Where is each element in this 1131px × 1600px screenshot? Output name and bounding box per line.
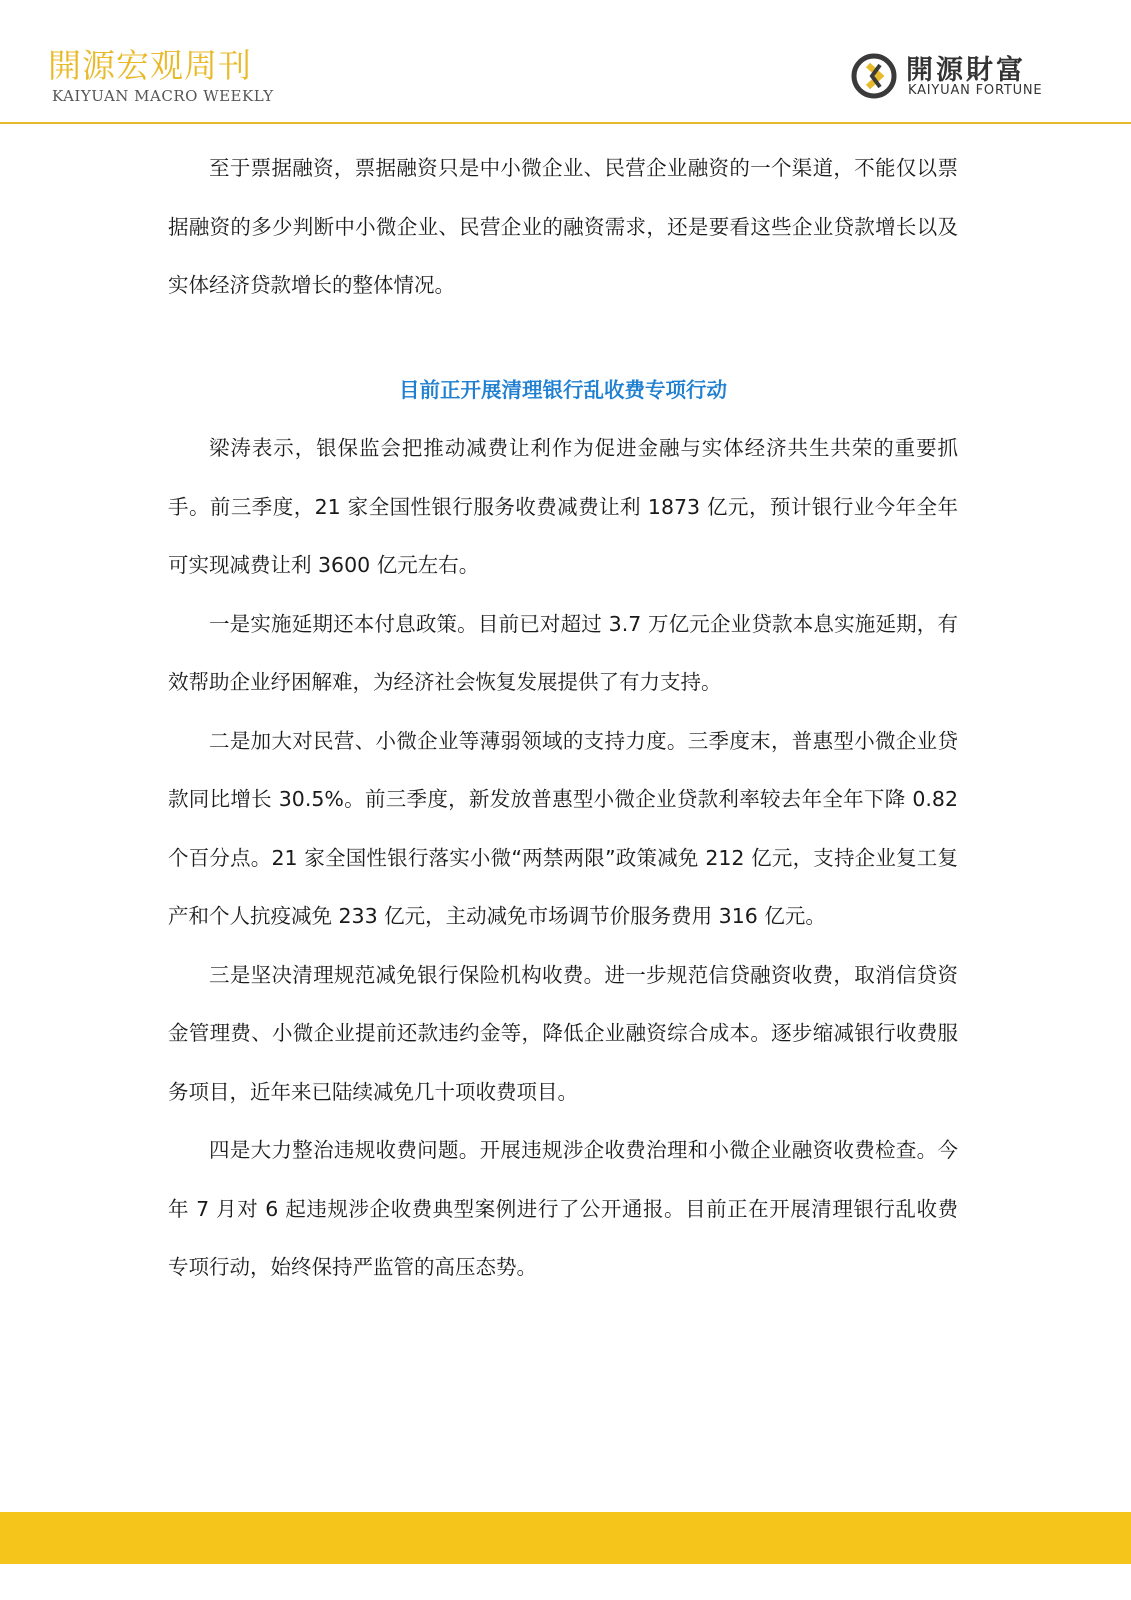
brand-logo-block — [850, 50, 1070, 106]
publication-subtitle: KAIYUAN MACRO WEEKLY — [52, 87, 274, 105]
body-paragraph-4: 三是坚决清理规范减免银行保险机构收费。进一步规范信贷融资收费，取消信贷资金管理费、小微企业提前还款违约金等，降低企业融资综合成本。逐步缩减银行收费服务项目，近年来已陆续减免几十项收费项目。 — [168, 962, 958, 1104]
page-header — [0, 0, 1131, 124]
brand-name-en: KAIYUAN FORTUNE — [908, 83, 1043, 98]
publication-title: 開源宏观周刊 — [48, 46, 252, 85]
header-divider — [0, 122, 1131, 124]
kaiyuan-logo-icon — [850, 52, 898, 100]
body-paragraph-1: 梁涛表示，银保监会把推动减费让利作为促进金融与实体经济共生共荣的重要抓手。前三季度，21 家全国性银行服务收费减费让利 1873 亿元，预计银行业今年全年可实现减费让利 3600 亿元左右。 — [168, 436, 958, 577]
body-paragraph-3: 二是加大对民营、小微企业等薄弱领域的支持力度。三季度末，普惠型小微企业贷款同比增长 30.5%。前三季度，新发放普惠型小微企业贷款利率较去年全年下降 0.82 个百分点。21 家全国性银行落实小微“两禁两限”政策减免 212 亿元，支持企业复工复产和个人抗疫减免 233 亿元，主动减免市场调节价服务费用 316 亿元。 — [168, 728, 958, 928]
article-body — [168, 139, 958, 1297]
section-heading: 目前正开展清理银行乱收费专项行动 — [399, 377, 727, 402]
brand-name-cn: 開源財富 — [906, 55, 1026, 86]
intro-paragraph: 至于票据融资，票据融资只是中小微企业、民营企业融资的一个渠道，不能仅以票据融资的多少判断中小微企业、民营企业的融资需求，还是要看这些企业贷款增长以及实体经济贷款增长的整体情况。 — [168, 156, 958, 297]
body-paragraph-5: 四是大力整治违规收费问题。开展违规涉企收费治理和小微企业融资收费检查。今年 7 月对 6 起违规涉企收费典型案例进行了公开通报。目前正在开展清理银行乱收费专项行动，始终保持严监管的高压态势。 — [168, 1138, 958, 1279]
body-paragraph-2: 一是实施延期还本付息政策。目前已对超过 3.7 万亿元企业贷款本息实施延期，有效帮助企业纾困解难，为经济社会恢复发展提供了有力支持。 — [168, 611, 958, 694]
footer-bar — [0, 1512, 1131, 1564]
